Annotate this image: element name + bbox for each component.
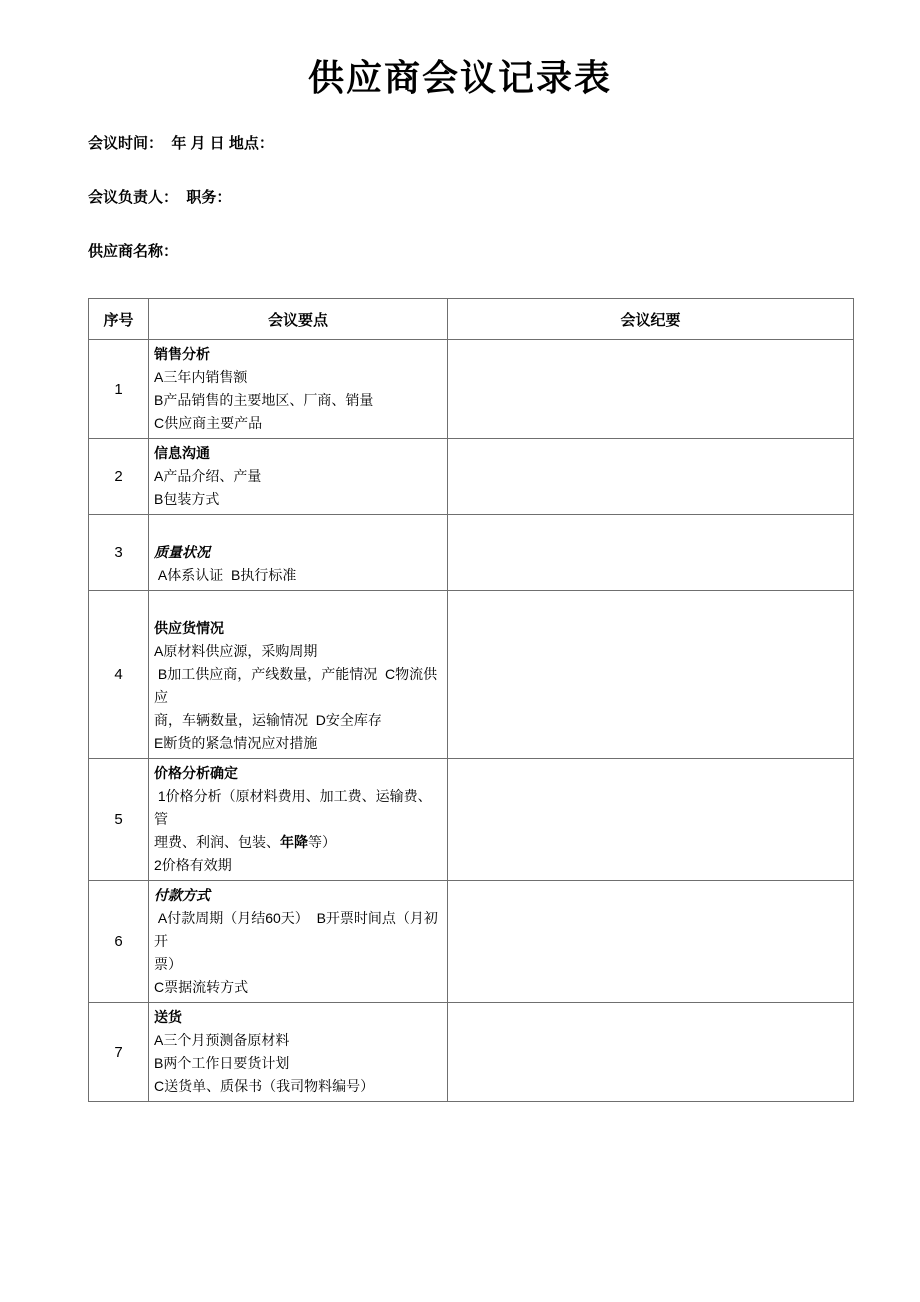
meeting-minutes-cell — [448, 881, 854, 1003]
header-meeting-points: 会议要点 — [149, 299, 448, 340]
points-line: 1价格分析（原材料费用、加工费、运输费、 管 — [154, 788, 436, 827]
meeting-record-table — [88, 298, 854, 1102]
meeting-minutes-cell — [448, 340, 854, 439]
row-number: 4 — [89, 591, 149, 759]
meeting-points-cell — [149, 340, 448, 439]
points-line: A付款周期（月结60天） B开票时间点（月初开 — [154, 910, 438, 949]
meeting-minutes-cell — [448, 1003, 854, 1102]
meeting-points-cell — [149, 591, 448, 759]
table-body — [89, 340, 854, 1102]
points-line: 票） — [154, 956, 182, 972]
points-line: A三年内销售额 — [154, 369, 248, 385]
points-line: C送货单、质保书（我司物料编号） — [154, 1078, 375, 1094]
meeting-minutes-cell — [448, 439, 854, 515]
row-number: 5 — [89, 759, 149, 881]
points-line: 商，车辆数量，运输情况 D安全库存 — [154, 712, 382, 728]
points-line: B产品销售的主要地区、厂商、销量 — [154, 392, 374, 408]
points-line: C票据流转方式 — [154, 979, 249, 995]
points-line: A体系认证 B执行标准 — [154, 567, 297, 583]
meta-section — [88, 136, 920, 260]
header-meeting-minutes: 会议纪要 — [448, 299, 854, 340]
points-line: A三个月预测备原材料 — [154, 1032, 290, 1048]
points-line: 信息沟通 — [154, 445, 210, 461]
row-number: 1 — [89, 340, 149, 439]
points-line: A产品介绍、产量 — [154, 468, 262, 484]
table-row — [89, 759, 854, 881]
header-seq-no: 序号 — [89, 299, 149, 340]
row-number: 3 — [89, 515, 149, 591]
meta-line-supplier-name: 供应商名称： — [88, 243, 179, 260]
meeting-points-cell — [149, 759, 448, 881]
points-line: A原材料供应源，采购周期 — [154, 643, 318, 659]
meeting-minutes-cell — [448, 591, 854, 759]
meeting-points-cell — [149, 881, 448, 1003]
row-number: 6 — [89, 881, 149, 1003]
points-line: 价格分析确定 — [154, 765, 238, 781]
table-row — [89, 591, 854, 759]
meeting-points-cell — [149, 439, 448, 515]
points-line — [154, 518, 443, 541]
points-line: B加工供应商，产线数量，产能情况 C物流供应 — [154, 666, 438, 705]
points-line: 理费、利润、包装、年降等） — [154, 834, 336, 850]
row-number: 7 — [89, 1003, 149, 1102]
table-row — [89, 340, 854, 439]
meeting-minutes-cell — [448, 515, 854, 591]
points-line: 付款方式 — [154, 887, 210, 903]
table-row — [89, 439, 854, 515]
points-line: B两个工作日要货计划 — [154, 1055, 290, 1071]
meta-line-meeting-time: 会议时间： 年 月 日 地点： — [88, 135, 274, 152]
table-row — [89, 1003, 854, 1102]
points-line: C供应商主要产品 — [154, 415, 263, 431]
table-row — [89, 881, 854, 1003]
meeting-points-cell — [149, 1003, 448, 1102]
points-line: 送货 — [154, 1009, 182, 1025]
points-line — [154, 594, 443, 617]
points-line: 供应货情况 — [154, 620, 224, 636]
meeting-minutes-cell — [448, 759, 854, 881]
meta-line-meeting-lead: 会议负责人： 职务： — [88, 189, 232, 206]
meeting-points-cell — [149, 515, 448, 591]
points-line: B包装方式 — [154, 491, 220, 507]
row-number: 2 — [89, 439, 149, 515]
points-line: E断货的紧急情况应对措施 — [154, 735, 318, 751]
points-line: 销售分析 — [154, 346, 210, 362]
points-line: 2价格有效期 — [154, 857, 232, 873]
points-line: 质量状况 — [154, 544, 210, 560]
table-row — [89, 515, 854, 591]
table-header-row — [89, 299, 854, 340]
page-title: 供应商会议记录表 — [307, 57, 612, 98]
